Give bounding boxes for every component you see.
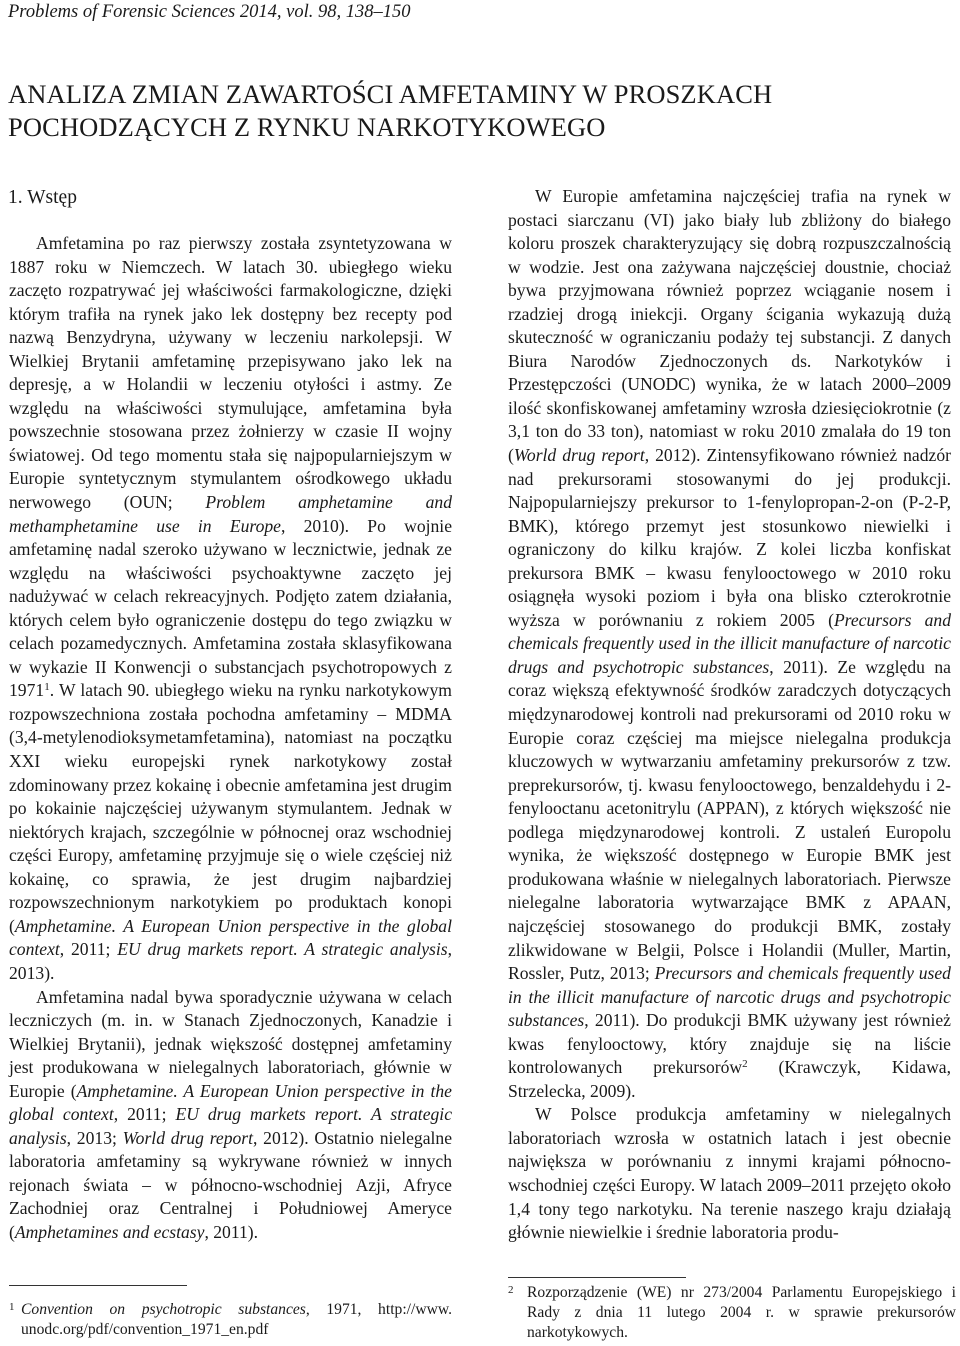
right-column: [508, 185, 951, 1245]
title-line-1: ANALIZA ZMIAN ZAWARTOŚCI AMFETAMINY W PROSZKACH: [8, 79, 773, 109]
footnote-1: [9, 1300, 452, 1340]
section-heading: 1. Wstęp: [8, 187, 77, 208]
footnote-marker: 2: [508, 1284, 514, 1296]
running-head: Problems of Forensic Sciences 2014, vol. 98, 138–150: [8, 2, 411, 22]
title-line-2: POCHODZĄCYCH Z RYNKU NARKOTYKOWEGO: [8, 112, 606, 142]
footnote-marker: 1: [9, 1301, 15, 1313]
footnote-2: [508, 1283, 956, 1344]
paragraph: Amfetamina po raz pierwszy została zsyntetyzowana w 1887 roku w Niemczech. W latach 30. ubiegłego wieku zaczęto rozpatrywać jej właściwości farmakologiczne, dzięki którym trafiła na rynek jako lek dostępny bez recepty pod nazwą Benzydryna, używany w leczeniu narkolepsji. W Wielkiej Brytanii amfetaminę przepisywano jako lek na depresję, a w Holandii w leczeniu otyłości i astmy. Ze względu na właściwości stymulujące, amfetamina była powszechnie stosowana przez żołnierzy w czasie II wojny światowej. Od tego momentu stała się najpopularniejszym w Europie syntetycznym stymulantem ośrodkowego układu nerwowego (OUN; Problem amphetamine and methamphetamine use in Europe, 2010). Po wojnie amfetaminę nadal szeroko używano w lecznictwie, jednak ze względu na właściwości psychoaktywne zaczęto jej nadużywać w celach rekreacyjnych. Podjęto zatem działania, których celem było ograniczenie dostępu do tego związku w celach pozamedycznych. Amfetamina została sklasyfikowana w wykazie II Konwencji o substancjach psychotropowych z 1971$^1$. W latach 90. ubiegłego wieku na rynku narkotykowym rozpowszechniona została pochodna amfetaminy – MDMA (3,4-metylenodioksymetamfetamina), natomiast na początku XXI wieku europejski rynek narkotykowy został zdominowany przez kokainę i obecnie amfetamina jest drugim po kokainie najczęściej używanym stymulantem. Jednak w niektórych krajach, szczególnie w północnej oraz wschodniej części Europy, amfetaminę przyjmuje się o wiele częściej niż kokainę, co sprawia, że jest drugim najbardziej rozpowszechnionym narkotykiem po produktach konopi (Amphetamine. A European Union perspective in the global context, 2011; EU drug markets report. A strategic analysis, 2013).: [9, 233, 452, 983]
left-column: [9, 232, 452, 1245]
paragraph: W Europie amfetamina najczęściej trafia na rynek w postaci siarczanu (VI) jako biały lub zbliżony do białego koloru proszek charakteryzujący się dobrą rozpuszczalnością w wodzie. Jest ona zażywana najczęściej doustnie, chociaż bywa przyjmowana również poprzez wciąganie nosem i rzadziej drogą iniekcji. Organy ścigania wykazują dużą skuteczność w ograniczaniu podaży tej substancji. Z danych Biura Narodów Zjednoczonych ds. Narkotyków i Przestępczości (UNODC) wynika, że w latach 2000–2009 ilość skonfiskowanej amfetaminy wzrosła dziesięciokrotnie (z 3,1 ton do 33 ton), natomiast w roku 2010 zmalała do 19 ton (World drug report, 2012). Zintensyfikowano również nadzór nad prekursorami stosowanymi do jej produkcji. Najpopularniejszy prekursor to 1-fenylopropan-2-on (P-2-P, BMK), którego przemyt jest stosunkowo niewielki i ograniczony do kilku krajów. Z kolei liczba konfiskat prekursora BMK – kwasu fenylooctowego w 2010 roku osiągnęła wysoki poziom i była ona blisko czterokrotnie wyższa w porównaniu z rokiem 2005 (Precursors and chemicals frequently used in the illicit manufacture of narcotic drugs and psychotropic substances, 2011). Ze względu na coraz większą efektywność środków zaradczych dotyczących międzynarodowej kontroli nad prekursorami od 2010 roku w Europie coraz częściej ma miejsce nielegalna produkcja kluczowych w wytwarzaniu amfetaminy prekursorów z tzw. preprekursorów, tj. kwasu fenylooctowego, benzaldehydu i 2-fenylooctanu acetonitrylu (APPAN), z których większość nie podlega międzynarodowej kontroli. Z ustaleń Europolu wynika, że większość dostępnego w Europie BMK jest produkowana właśnie w nielegalnych laboratoriach. Pierwsze nielegalne laboratoria wytwarzające BMK z APAAN, najczęściej stosowanego do produkcji BMK, zostały zlikwidowane w Belgii, Polsce i Holandii (Muller, Martin, Rossler, Putz, 2013; Precursors and chemicals frequently used in the illicit manufacture of narcotic drugs and psychotropic substances, 2011). Do produkcji BMK używany jest również kwas fenylooctowy, który znajduje się na liście kontrolowanych prekursorów$^2$ (Krawczyk, Kidawa, Strzelecka, 2009).: [508, 186, 951, 1101]
paragraph: Amfetamina nadal bywa sporadycznie używana w celach leczniczych (m. in. w Stanach Zjednoczonych, Kanadzie i Wielkiej Brytanii), jednak większość dostępnej amfetaminy jest produkowana w nielegalnych laboratoriach, głównie w Europie (Amphetamine. A European Union perspective in the global context, 2011; EU drug markets report. A strategic analysis, 2013; World drug report, 2012). Ostatnio nielegalne laboratoria amfetaminy są wykrywane również w innych rejonach świata – w północno-wschodniej Azji, Afryce Zachodniej oraz Centralnej i Południowej Ameryce (Amphetamines and ecstasy, 2011).: [9, 986, 453, 1242]
paragraph: W Polsce produkcja amfetaminy w nielegalnych laboratoriach wzrosła w ostatnich latach i jest obecnie największa w porównaniu z innymi krajami północno-wschodniej części Europy. W latach 2009–2011 przejęto około 1,4 tony tego narkotyku. Na terenie naszego kraju działają głównie niewielkie i średnie laboratoria produ-: [508, 1104, 951, 1243]
footnote-title: Convention on psychotropic substances: [21, 1301, 306, 1318]
footnote-text: , 1971, http://www. unodc.org/pdf/convention_1971_en.pdf: [21, 1301, 452, 1339]
footnote-divider: [9, 1285, 187, 1286]
footnote-divider: [508, 1277, 686, 1278]
footnote-text: Rozporządzenie (WE) nr 273/2004 Parlamentu Europejskiego i Rady z dnia 11 lutego 2004 r. w sprawie prekursorów narkotykowych.: [527, 1284, 956, 1342]
article-title: [8, 78, 948, 144]
